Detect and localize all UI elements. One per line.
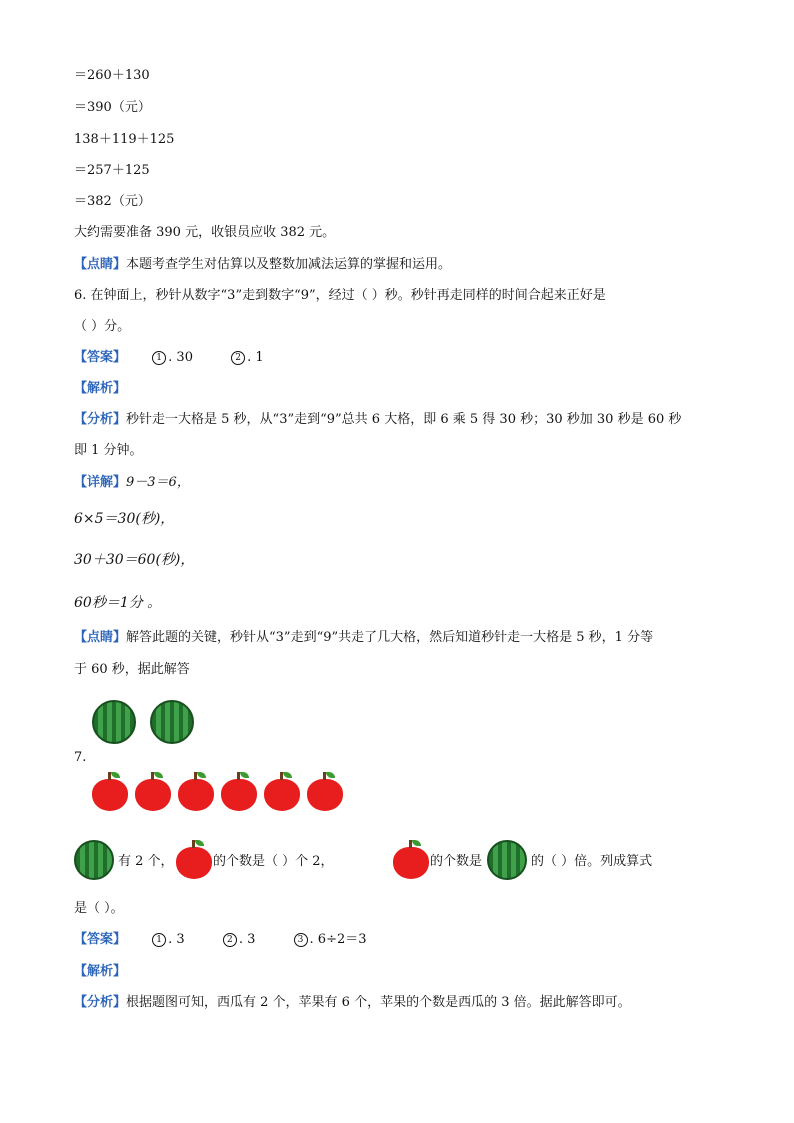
answer-number: 1 <box>152 351 166 365</box>
detail-tag: 【详解】 <box>74 475 127 490</box>
q7-answer <box>74 930 367 950</box>
answer-value: . 1 <box>247 350 264 365</box>
q7-text-e: 是（ ）。 <box>74 901 124 916</box>
calc-line: ＝382（元） <box>74 194 151 209</box>
q7-analysis-tag: 【解析】 <box>74 964 127 979</box>
calc-line: ＝257＋125 <box>74 163 150 178</box>
calc-line: ＝390（元） <box>74 100 151 115</box>
watermelon-icon <box>487 840 527 880</box>
fenxi-tag: 【分析】 <box>74 995 127 1010</box>
apple-icon <box>92 776 128 812</box>
answer-number: 2 <box>223 933 237 947</box>
q7-number: 7. <box>74 750 87 765</box>
answer-number: 3 <box>294 933 308 947</box>
answer-value: . 3 <box>238 932 256 947</box>
q7-text-d: 的（ ）倍。列成算式 <box>531 854 653 869</box>
answer-number: 1 <box>152 933 166 947</box>
apple-icon <box>307 776 343 812</box>
q7-text-a: 有 2 个， <box>118 854 174 869</box>
fenxi-tag: 【分析】 <box>74 412 127 427</box>
fenxi-line1: 秒针走一大格是 5 秒，从“3”走到“9”总共 6 大格，即 6 乘 5 得 30 秒；30 秒加 30 秒是 60 秒 <box>126 412 682 427</box>
detail-step: 60秒＝1分 。 <box>74 595 162 611</box>
q5-point <box>74 255 451 275</box>
q7-fenxi <box>74 993 631 1013</box>
watermelon-icon <box>150 700 194 744</box>
watermelon-icon <box>92 700 136 744</box>
detail-step: 6×5＝30(秒)， <box>74 511 175 527</box>
apple-icon <box>176 844 212 880</box>
point-line1: 解答此题的关键，秒针从“3”走到“9”共走了几大格，然后知道秒针走一大格是 5 秒，1 分等 <box>126 630 654 645</box>
q6-answer <box>74 348 298 368</box>
apple-icon <box>264 776 300 812</box>
fenxi-text: 根据题图可知，西瓜有 2 个，苹果有 6 个，苹果的个数是西瓜的 3 倍。据此解答即可。 <box>126 995 631 1010</box>
q6-point-line2: 于 60 秒，据此解答 <box>74 662 190 677</box>
detail-step: 30＋30＝60(秒)， <box>74 552 195 568</box>
point-tag: 【点睛】 <box>74 257 127 272</box>
calc-line: 138＋119＋125 <box>74 132 175 147</box>
answer-value: . 6÷2＝3 <box>309 932 367 947</box>
q6-fenxi-line2: 即 1 分钟。 <box>74 443 143 458</box>
q7-text-c: 的个数是 <box>430 854 483 869</box>
point-tag: 【点睛】 <box>74 630 127 645</box>
answer-value: . 3 <box>168 932 185 947</box>
q6-question-line2: （ ）分。 <box>74 319 131 334</box>
conclusion: 大约需要准备 390 元，收银员应收 382 元。 <box>74 225 336 240</box>
detail-step: 9－3＝6， <box>126 475 190 490</box>
q6-fenxi <box>74 410 681 430</box>
apple-icon <box>178 776 214 812</box>
q6-point <box>74 628 653 648</box>
answer-tag: 【答案】 <box>74 932 127 947</box>
answer-value: . 30 <box>168 350 193 365</box>
watermelon-icon <box>74 840 114 880</box>
point-text: 本题考查学生对估算以及整数加减法运算的掌握和运用。 <box>126 257 452 272</box>
q7-text-b: 的个数是（ ）个 2， <box>213 854 334 869</box>
calc-line: ＝260＋130 <box>74 68 150 83</box>
apple-icon <box>221 776 257 812</box>
answer-number: 2 <box>231 351 245 365</box>
q6-analysis-tag: 【解析】 <box>74 381 127 396</box>
answer-tag: 【答案】 <box>74 350 127 365</box>
apple-icon <box>393 844 429 880</box>
apple-icon <box>135 776 171 812</box>
q6-question-line1: 6. 在钟面上，秒针从数字“3”走到数字“9”，经过（ ）秒。秒针再走同样的时间合起来正好是 <box>74 288 606 303</box>
q6-detail <box>74 473 190 493</box>
